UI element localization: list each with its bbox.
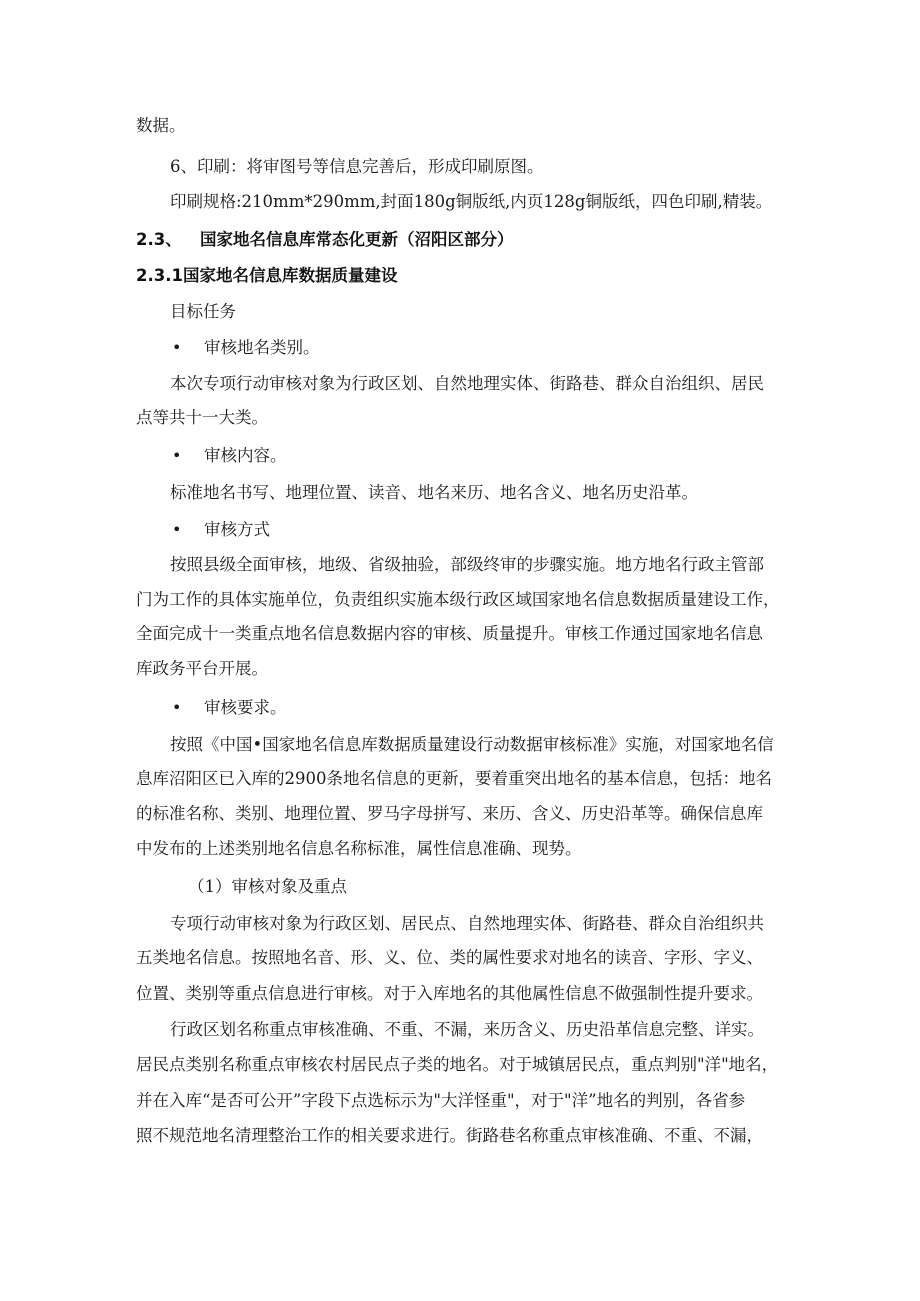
paragraph-line: 中发布的上述类别地名信息名称标准，属性信息准确、现势。	[136, 839, 582, 858]
subsection-heading: 2.3.1国家地名信息库数据质量建设	[136, 266, 398, 285]
paragraph-line: 照不规范地名清理整治工作的相关要求进行。街路巷名称重点审核准确、不重、不漏，	[136, 1126, 763, 1145]
paragraph-line: 本次专项行动审核对象为行政区划、自然地理实体、街路巷、群众自治组织、居民	[170, 374, 764, 393]
paragraph-line: 专项行动审核对象为行政区划、居民点、自然地理实体、街路巷、群众自治组织共	[170, 914, 764, 933]
bullet-icon: •	[172, 520, 182, 539]
paragraph-line: 数据。	[136, 116, 186, 135]
paragraph-line: 并在入库“是否可公开”字段下点选标示为"大洋怪重"，对于"洋”地名的判别，各省参	[136, 1091, 746, 1110]
paragraph-line: 居民点类别名称重点审核农村居民点子类的地名。对于城镇居民点，重点判别"洋"地名，	[136, 1055, 779, 1074]
bullet-icon: •	[172, 698, 182, 717]
bullet-item: 审核要求。	[204, 698, 287, 717]
paragraph-line: 五类地名信息。按照地名音、形、义、位、类的属性要求对地名的读音、字形、字义、	[136, 948, 763, 967]
bullet-item: 审核方式	[204, 520, 270, 539]
paragraph-line: 印刷规格:210mm*290mm,封面180g铜版纸,内页128g铜版纸，四色印刷,精装。	[170, 192, 773, 211]
paragraph-line: 标准地名书写、地理位置、读音、地名来历、地名含义、地名历史沿革。	[170, 483, 698, 502]
bullet-icon: •	[172, 446, 182, 465]
bullet-item: 审核地名类别。	[204, 338, 320, 357]
paragraph-line: 的标准名称、类别、地理位置、罗马字母拼写、来历、含义、历史沿革等。确保信息库	[136, 804, 763, 823]
paragraph-line: 门为工作的具体实施单位，负责组织实施本级行政区域国家地名信息数据质量建设工作，	[136, 590, 780, 609]
bullet-icon: •	[172, 338, 182, 357]
paragraph-line: 全面完成十一类重点地名信息数据内容的审核、质量提升。审核工作通过国家地名信息	[136, 624, 763, 643]
paragraph-line: 位置、类别等重点信息进行审核。对于入库地名的其他属性信息不做强制性提升要求。	[136, 984, 763, 1003]
section-heading: 国家地名信息库常态化更新（沼阳区部分）	[200, 230, 514, 249]
paragraph-line: 库政务平台开展。	[136, 659, 268, 678]
paragraph-line: 点等共十一大类。	[136, 408, 268, 427]
paragraph-line: 按照县级全面审核，地级、省级抽验，部级终审的步骤实施。地方地名行政主管部	[170, 555, 764, 574]
section-number: 2.3、	[136, 230, 182, 249]
paragraph-line: 行政区划名称重点审核准确、不重、不漏，来历含义、历史沿革信息完整、详实。	[170, 1020, 764, 1039]
bullet-item: 审核内容。	[204, 446, 287, 465]
numbered-heading: （1）审核对象及重点	[188, 877, 347, 896]
paragraph-line: 按照《中国•国家地名信息库数据质量建设行动数据审核标准》实施，对国家地名信	[170, 735, 774, 754]
paragraph-line: 目标任务	[170, 302, 236, 321]
paragraph-line: 息库沼阳区已入库的2900条地名信息的更新，要着重突出地名的基本信息，包括：地名	[136, 769, 772, 788]
paragraph-line: 6、印刷：将审图号等信息完善后，形成印刷原图。	[170, 157, 544, 176]
